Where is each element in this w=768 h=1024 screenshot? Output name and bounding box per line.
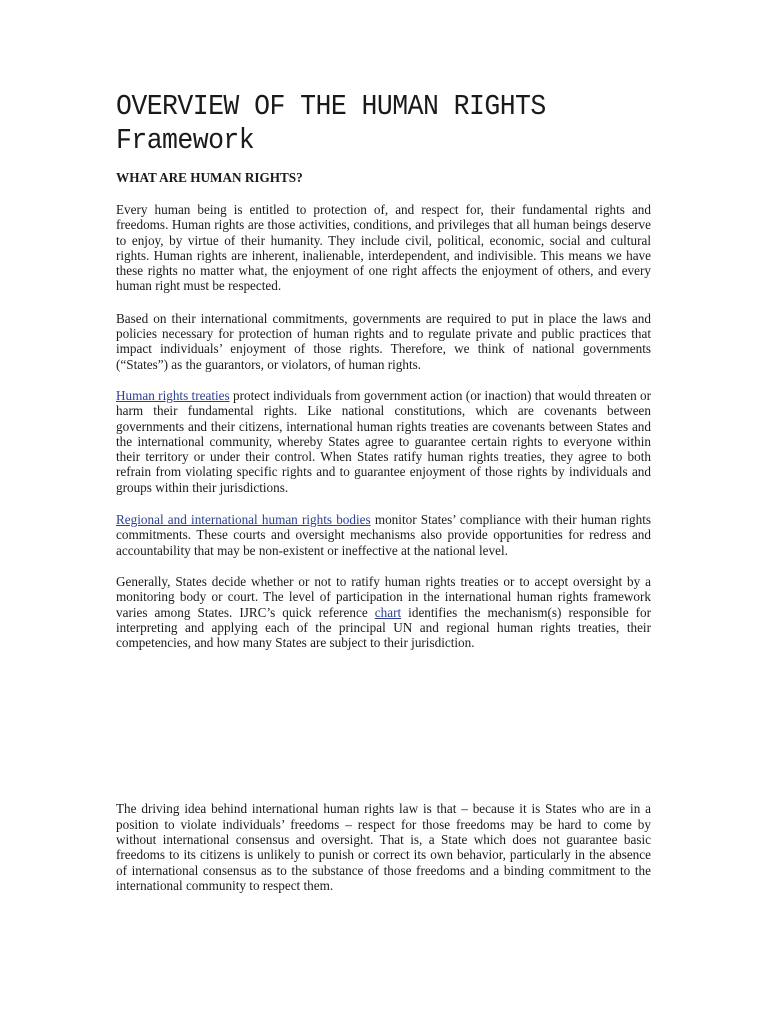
paragraph-human-rights-bodies	[116, 512, 651, 558]
paragraph-text: monitor States’ compliance with their human rights commitments. These courts and oversight mechanisms also provide opportunities for redress and accountability that may be non-existent or ineffective at the national level.	[116, 512, 651, 558]
paragraph-text: Generally, States decide whether or not to ratify human rights treaties or to accept oversight by a monitoring body or court. The level of participation in the international human rights framework varies among States. IJRC’s quick reference	[116, 573, 651, 620]
paragraph-ratification	[116, 574, 651, 650]
chart-link[interactable]: chart	[374, 604, 402, 620]
paragraph-government-obligations: Based on their international commitments, governments are required to put in place the laws and policies necessary for protection of human rights and to regulate private and public practices that impact individuals’ enjoyment of those rights. Therefore, we think of national governments (“States”) as the guarantors, or violators, of human rights.	[116, 310, 651, 372]
title-line-2: Framework	[116, 124, 255, 157]
human-rights-bodies-link[interactable]: Regional and international human rights bodies	[116, 512, 371, 528]
human-rights-treaties-link[interactable]: Human rights treaties	[116, 387, 230, 403]
document-page	[116, 90, 651, 893]
paragraph-driving-idea: The driving idea behind international human rights law is that – because it is States who are in a position to violate individuals’ freedoms – respect for those freedoms may be hard to come by without international consensus and oversight. That is, a State which does not guarantee basic freedoms to its citizens is unlikely to punish or correct its own behavior, particularly in the absence of international consensus as to the substance of those freedoms and a binding commitment to the international community to respect them.	[116, 801, 651, 893]
section-heading: WHAT ARE HUMAN RIGHTS?	[116, 170, 303, 185]
paragraph-text: protect individuals from government action (or inaction) that would threaten or harm their fundamental rights. Like national constitutions, which are covenants between governments and their citizens, international human rights treaties are covenants between States and the international community, whereby States agree to guarantee certain rights to everyone within their territory or under their control. When States ratify human rights treaties, they agree to both refrain from violating specific rights and to guarantee enjoyment of those rights by individuals and groups within their jurisdictions.	[116, 387, 651, 495]
paragraph-text: identifies the mechanism(s) responsible for interpreting and applying each of the principal UN and regional human rights treaties, their competencies, and how many States are subject to their jurisdiction.	[116, 604, 652, 651]
document-title	[116, 90, 614, 158]
paragraph-human-rights-definition: Every human being is entitled to protection of, and respect for, their fundamental rights and freedoms. Human rights are those activities, conditions, and privileges that all human beings deserve to enjoy, by virtue of their humanity. They include civil, political, economic, social and cultural rights. Human rights are inherent, inalienable, interdependent, and indivisible. This means we have these rights no matter what, the enjoyment of one right affects the enjoyment of others, and every human right must be respected.	[116, 202, 651, 294]
title-line-1: OVERVIEW OF THE HUMAN RIGHTS	[116, 90, 546, 123]
paragraph-human-rights-treaties	[116, 388, 651, 495]
